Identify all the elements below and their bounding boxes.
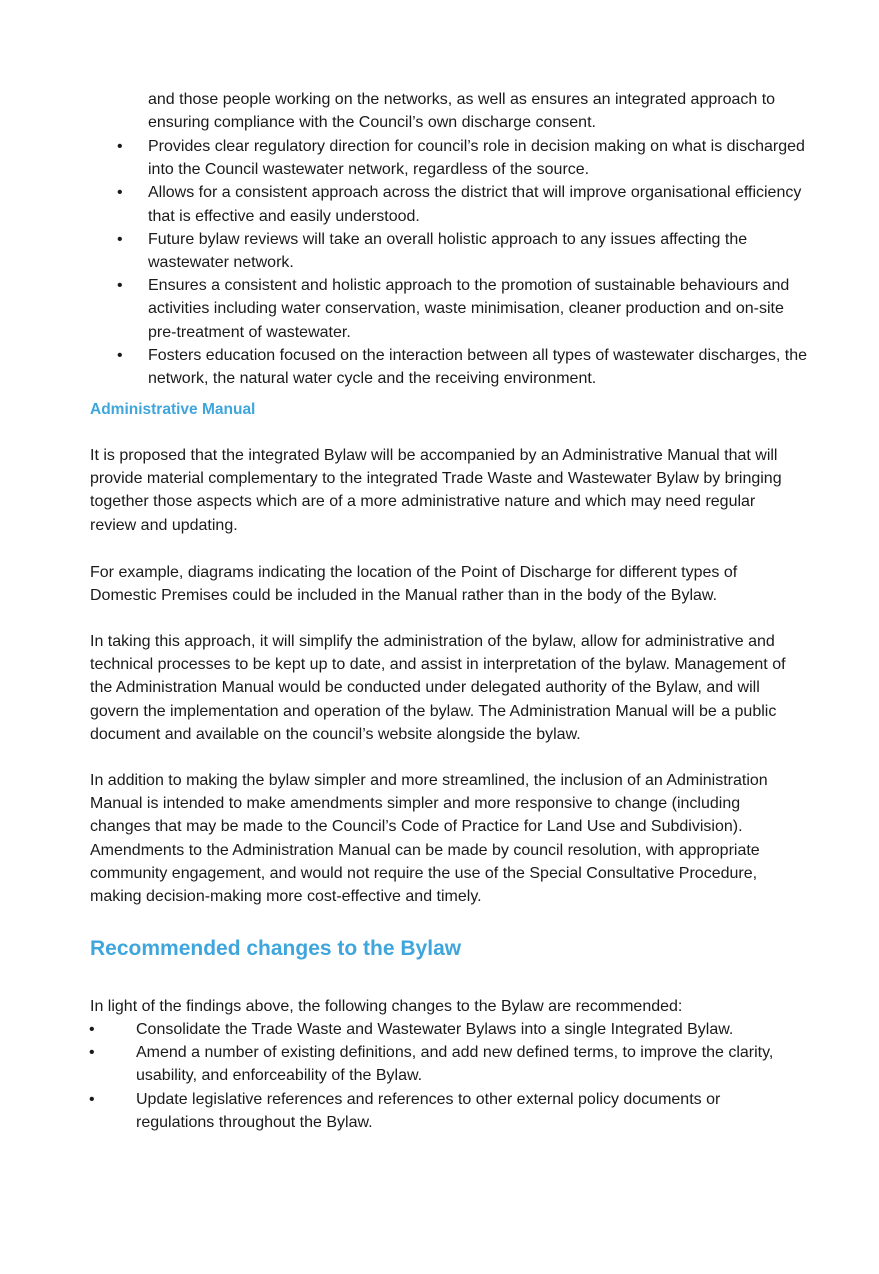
bullet-icon: • [89,1090,95,1108]
list-item [0,1041,796,1087]
benefits-list [0,135,808,390]
list-item [0,1088,796,1134]
list-item-text: Consolidate the Trade Waste and Wastewater Bylaws into a single Integrated Bylaw. [136,1021,734,1038]
list-item [0,1018,796,1041]
list-item-text: Allows for a consistent approach across the district that will improve organisational efficiency that is effective and easily understood. [148,184,802,225]
bullet-icon: • [117,138,123,155]
recommended-intro: In light of the findings above, the following changes to the Bylaw are recommended: [90,998,683,1015]
bullet-icon: • [89,1021,95,1038]
list-item-text: Future bylaw reviews will take an overall holistic approach to any issues affecting the wastewater network. [148,230,748,272]
list-item-text: Update legislative references and references to other external policy documents or regulations throughout the Bylaw. [136,1090,721,1131]
list-item [0,344,808,390]
bullet-icon: • [117,230,123,248]
bullet-icon: • [117,346,123,364]
list-item [0,274,808,344]
paragraph: For example, diagrams indicating the location of the Point of Discharge for different types of Domestic Premises could be included in the Manual rather than in the body of the Bylaw. [90,564,738,605]
list-item [0,181,808,227]
list-item-text: Fosters education focused on the interaction between all types of wastewater discharges, the network, the natural water cycle and the receiving environment. [148,346,808,388]
bullet-icon: • [89,1044,95,1062]
bullet-icon: • [117,184,123,202]
continuation-text: and those people working on the networks, as well as ensures an integrated approach to ensuring compliance with the Council’s own discharge consent. [148,91,776,132]
list-item [0,228,808,274]
administrative-manual-heading: Administrative Manual [90,401,256,418]
paragraph: In addition to making the bylaw simpler and more streamlined, the inclusion of an Administration Manual is intended to make amendments simpler and more responsive to change (including changes that may be made to the Council’s Code of Practice for Land Use and Subdivision). Amendments to the Administration Manual can be made by council resolution, with appropriate community engagement, and would not require the use of the Special Consultative Procedure, making decision-making more cost-effective and timely. [90,772,768,906]
list-item-text: Provides clear regulatory direction for council’s role in decision making on what is discharged into the Council wastewater network, regardless of the source. [148,138,805,179]
paragraph: It is proposed that the integrated Bylaw will be accompanied by an Administrative Manual that will provide material complementary to the integrated Trade Waste and Wastewater Bylaw by bringing together those aspects which are of a more administrative nature and which may need regular review and updating. [90,447,782,534]
recommended-changes-heading: Recommended changes to the Bylaw [90,937,462,960]
list-item-text: Ensures a consistent and holistic approach to the promotion of sustainable behaviours and activities including water conservation, waste minimisation, cleaner production and on-site pre-treatment of wastewater. [148,277,790,341]
paragraph: In taking this approach, it will simplify the administration of the bylaw, allow for administrative and technical processes to be kept up to date, and assist in interpretation of the bylaw. Management of the Administration Manual would be conducted under delegated authority of the Bylaw, and will govern the implementation and operation of the bylaw. The Administration Manual will be a public document and available on the council’s website alongside the bylaw. [90,633,786,743]
list-item-text: Amend a number of existing definitions, and add new defined terms, to improve the clarity, usability, and enforceability of the Bylaw. [136,1044,774,1085]
list-item [0,135,808,181]
recommended-list [0,1018,774,1134]
bullet-icon: • [117,277,123,295]
